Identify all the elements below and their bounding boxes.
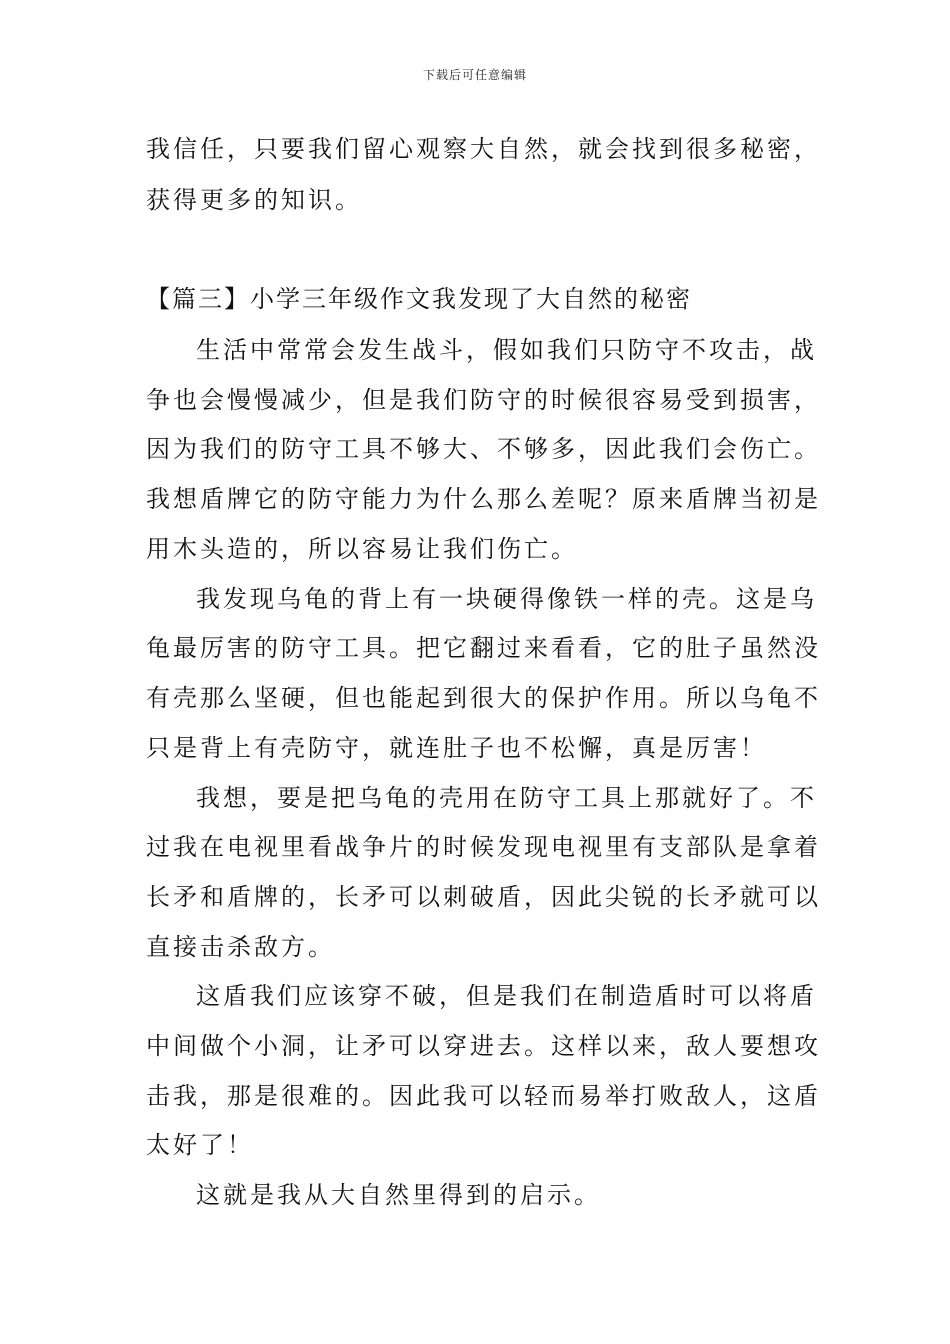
text-line: 这盾我们应该穿不破，但是我们在制造盾时可以将盾 xyxy=(196,982,817,1010)
text-line: 长矛和盾牌的，长矛可以刺破盾，因此尖锐的长矛就可以 xyxy=(146,883,821,911)
text-line: 我发现乌龟的背上有一块硬得像铁一样的壳。这是乌 xyxy=(196,585,817,613)
text-line: 我想盾牌它的防守能力为什么那么差呢？原来盾牌当初是 xyxy=(146,485,821,513)
text-line: 生活中常常会发生战斗，假如我们只防守不攻击，战 xyxy=(196,336,817,364)
text-line: 有壳那么坚硬，但也能起到很大的保护作用。所以乌龟不 xyxy=(146,684,821,712)
text-line: 我信任，只要我们留心观察大自然，就会找到很多秘密， xyxy=(146,135,821,163)
text-line: 龟最厉害的防守工具。把它翻过来看看，它的肚子虽然没 xyxy=(146,634,821,662)
text-line: 只是背上有壳防守，就连肚子也不松懈，真是厉害！ xyxy=(146,734,767,762)
text-line: 因为我们的防守工具不够大、不够多，因此我们会伤亡。 xyxy=(146,435,821,463)
text-line: 争也会慢慢减少，但是我们防守的时候很容易受到损害， xyxy=(146,386,821,414)
section-title: 【篇三】小学三年级作文我发现了大自然的秘密 xyxy=(146,285,692,313)
text-line: 我想，要是把乌龟的壳用在防守工具上那就好了。不 xyxy=(196,784,817,812)
text-line: 直接击杀敌方。 xyxy=(146,933,335,961)
text-line: 过我在电视里看战争片的时候发现电视里有支部队是拿着 xyxy=(146,833,821,861)
text-line: 太好了！ xyxy=(146,1131,254,1159)
text-line: 用木头造的，所以容易让我们伤亡。 xyxy=(146,535,578,563)
text-line: 这就是我从大自然里得到的启示。 xyxy=(196,1181,601,1209)
text-line: 击我，那是很难的。因此我可以轻而易举打败敌人，这盾 xyxy=(146,1082,821,1110)
text-line: 中间做个小洞，让矛可以穿进去。这样以来，敌人要想攻 xyxy=(146,1032,821,1060)
page-header-note: 下载后可任意编辑 xyxy=(422,68,527,82)
text-line: 获得更多的知识。 xyxy=(146,186,362,214)
